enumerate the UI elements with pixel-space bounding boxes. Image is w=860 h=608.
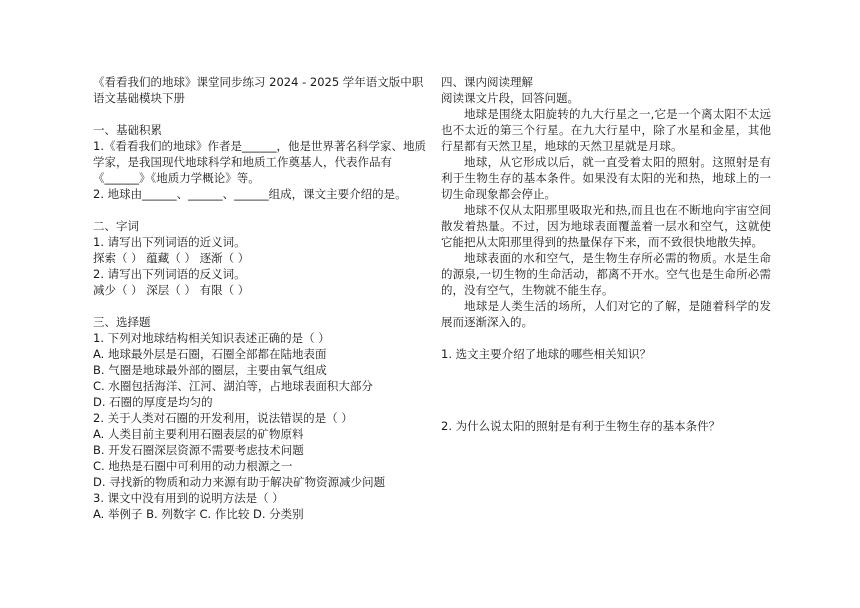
question-1-1: 1.《看看我们的地球》作者是______，他是世界著名科学家、地质学家，是我国现代地球科学和地质工作奠基人，代表作品有《______》《地质力学概论》等。 xyxy=(93,139,426,185)
reading-question-1: 1. 选文主要介绍了地球的哪些相关知识？ xyxy=(441,347,652,361)
option-3-2-c: C. 地热是石圈中可利用的动力根源之一 xyxy=(93,459,293,473)
document-title: 《看看我们的地球》课堂同步练习 2024 - 2025 学年语文版中职语文基础模块下册 xyxy=(93,75,424,105)
question-3-3: 3. 课文中没有用到的说明方法是（ ） xyxy=(93,491,284,505)
reading-instruction: 阅读课文片段，回答问题。 xyxy=(441,91,579,105)
question-2-1: 1. 请写出下列词语的近义词。 xyxy=(93,235,246,249)
option-3-2-a: A. 人类目前主要利用石圈表层的矿物原料 xyxy=(93,427,304,441)
question-2-2: 2. 请写出下列词语的反义词。 xyxy=(93,267,246,281)
question-3-2: 2. 关于人类对石圈的开发利用，说法错误的是（ ） xyxy=(93,411,353,425)
section-heading-reading: 四、课内阅读理解 xyxy=(441,75,533,89)
question-3-1: 1. 下列对地球结构相关知识表述正确的是（ ） xyxy=(93,331,330,345)
question-1-2: 2. 地球由______、______、______组成，课文主要介绍的是。 xyxy=(93,187,407,201)
reading-paragraph: 地球，从它形成以后，就一直受着太阳的照射。这照射是有利于生物生存的基本条件。如果没有太阳的光和热，地球上的一切生命现象都会停止。 xyxy=(441,155,771,201)
question-2-2-items: 减少（ ） 深层（ ） 有限（ ） xyxy=(93,283,250,297)
reading-paragraph: 地球不仅从太阳那里吸取光和热,而且也在不断地向宇宙空间散发着热量。不过，因为地球表面覆盖着一层水和空气，这就使它能把从太阳那里得到的热量保存下来，而不致很快地散失掉。 xyxy=(441,203,771,249)
option-3-1-c: C. 水圈包括海洋、江河、湖泊等，占地球表面积大部分 xyxy=(93,379,373,393)
option-3-1-d: D. 石圈的厚度是均匀的 xyxy=(93,395,213,409)
right-column xyxy=(441,74,771,434)
option-3-2-b: B. 开发石圈深层资源不需要考虑技术问题 xyxy=(93,443,304,457)
option-3-1-b: B. 气圈是地球最外部的圈层，主要由氧气组成 xyxy=(93,363,327,377)
reading-question-2: 2. 为什么说太阳的照射是有利于生物生存的基本条件？ xyxy=(441,419,721,433)
section-heading-basics: 一、基础积累 xyxy=(93,123,162,137)
option-3-1-a: A. 地球最外层是石圈，石圈全部都在陆地表面 xyxy=(93,347,327,361)
reading-paragraph: 地球表面的水和空气，是生物生存所必需的物质。水是生命的源泉,一切生物的生命活动，都离不开水。空气也是生命所必需的，没有空气，生物就不能生存。 xyxy=(441,251,771,297)
reading-paragraph: 地球是围绕太阳旋转的九大行星之一,它是一个离太阳不太远也不太近的第三个行星。在九大行星中，除了水星和金星，其他行星都有天然卫星，地球的天然卫星就是月球。 xyxy=(441,107,771,153)
options-3-3: A. 举例子 B. 列数字 C. 作比较 D. 分类别 xyxy=(93,507,304,521)
section-heading-choice: 三、选择题 xyxy=(93,315,151,329)
section-heading-vocabulary: 二、字词 xyxy=(93,219,139,233)
reading-paragraph: 地球是人类生活的场所，人们对它的了解，是随着科学的发展而逐渐深入的。 xyxy=(441,299,771,329)
left-column xyxy=(93,74,429,522)
option-3-2-d: D. 寻找新的物质和动力来源有助于解决矿物资源减少问题 xyxy=(93,475,386,489)
question-2-1-items: 探索（ ） 蕴藏（ ） 逐渐（ ） xyxy=(93,251,250,265)
